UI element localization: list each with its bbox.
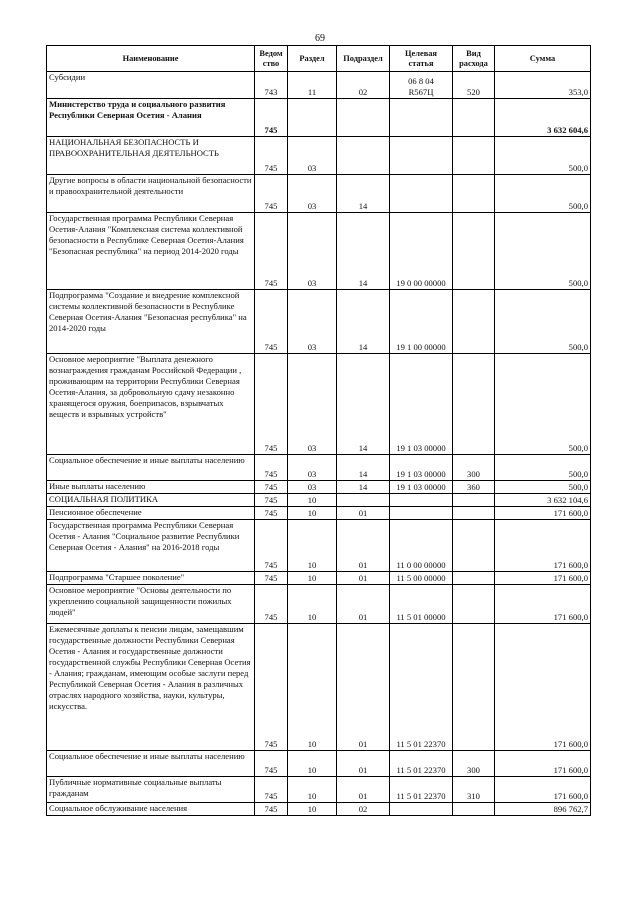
row-section: 10 — [288, 520, 337, 572]
row-section: 10 — [288, 624, 337, 751]
table-row — [47, 507, 591, 520]
row-amount: 171 600,0 — [495, 585, 591, 624]
row-amount: 500,0 — [495, 481, 591, 494]
row-name: НАЦИОНАЛЬНАЯ БЕЗОПАСНОСТЬ И ПРАВООХРАНИТЕЛЬНАЯ ДЕЯТЕЛЬНОСТЬ — [47, 137, 255, 175]
row-dept: 745 — [255, 520, 288, 572]
table-row — [47, 137, 591, 175]
row-target: 19 0 00 00000 — [390, 213, 453, 290]
row-subsection: 01 — [337, 585, 390, 624]
row-name: Министерство труда и социального развития Республики Северная Осетия - Алания — [47, 99, 255, 137]
header-target: Целевая статья — [390, 46, 453, 72]
row-target — [390, 99, 453, 137]
row-target — [390, 137, 453, 175]
row-amount: 500,0 — [495, 175, 591, 213]
row-target: 11 5 01 22370 — [390, 624, 453, 751]
row-expense-type: 520 — [453, 72, 495, 99]
table-row — [47, 175, 591, 213]
row-target: 11 5 01 22370 — [390, 777, 453, 803]
row-section: 10 — [288, 585, 337, 624]
table-row — [47, 520, 591, 572]
row-name: Субсидии — [47, 72, 255, 99]
row-name: Социальное обеспечение и иные выплаты населению — [47, 751, 255, 777]
row-subsection: 14 — [337, 290, 390, 354]
row-amount: 500,0 — [495, 213, 591, 290]
row-dept: 745 — [255, 494, 288, 507]
row-dept: 745 — [255, 803, 288, 816]
table-row — [47, 290, 591, 354]
row-subsection: 14 — [337, 481, 390, 494]
row-amount: 500,0 — [495, 290, 591, 354]
row-name: СОЦИАЛЬНАЯ ПОЛИТИКА — [47, 494, 255, 507]
row-section: 03 — [288, 481, 337, 494]
row-dept: 745 — [255, 290, 288, 354]
row-dept: 745 — [255, 585, 288, 624]
row-subsection: 02 — [337, 803, 390, 816]
row-target: 19 1 03 00000 — [390, 354, 453, 455]
row-name: Социальное обеспечение и иные выплаты населению — [47, 455, 255, 481]
row-section: 03 — [288, 354, 337, 455]
row-name: Государственная программа Республики Северная Осетия-Алания "Комплексная система коллективной безопасности в Республике Северная Осетия-Алания "Безопасная республика" на период 2014-2020 годы — [47, 213, 255, 290]
row-target: 11 5 00 00000 — [390, 572, 453, 585]
row-dept: 745 — [255, 777, 288, 803]
row-target-bottom: R567Ц — [408, 87, 434, 97]
row-subsection: 14 — [337, 213, 390, 290]
row-name: Иные выплаты населению — [47, 481, 255, 494]
row-subsection: 14 — [337, 455, 390, 481]
row-name: Государственная программа Республики Северная Осетия - Алания "Социальное развитие Республики Северная Осетия - Алания" на 2016-2018 годы — [47, 520, 255, 572]
row-amount: 171 600,0 — [495, 624, 591, 751]
row-dept: 745 — [255, 572, 288, 585]
row-name: Другие вопросы в области национальной безопасности и правоохранительной деятельности — [47, 175, 255, 213]
row-section: 10 — [288, 777, 337, 803]
row-dept: 745 — [255, 213, 288, 290]
row-dept: 745 — [255, 137, 288, 175]
header-amount: Сумма — [495, 46, 591, 72]
row-expense-type — [453, 507, 495, 520]
row-name: Основное мероприятие "Выплата денежного вознаграждения гражданам Российской Федерации , проживающим на территории Республики Северная Осетия-Алания, за добровольную сдачу незаконно хранящегося оружия, боеприпасов, взрывчатых веществ и взрывных устройств" — [47, 354, 255, 455]
row-subsection: 14 — [337, 354, 390, 455]
row-name: Подпрограмма "Старшее поколение" — [47, 572, 255, 585]
row-target: 11 5 01 00000 — [390, 585, 453, 624]
row-expense-type — [453, 137, 495, 175]
row-expense-type — [453, 354, 495, 455]
row-subsection: 01 — [337, 751, 390, 777]
row-expense-type: 310 — [453, 777, 495, 803]
row-expense-type — [453, 99, 495, 137]
header-row — [47, 46, 591, 72]
row-name: Основное мероприятие "Основы деятельности по укреплению социальной защищенности пожилых людей" — [47, 585, 255, 624]
header-expense-type: Вид расхода — [453, 46, 495, 72]
header-subsection: Подраздел — [337, 46, 390, 72]
row-section: 10 — [288, 572, 337, 585]
row-subsection: 01 — [337, 777, 390, 803]
row-dept: 745 — [255, 175, 288, 213]
table-row — [47, 455, 591, 481]
row-dept: 743 — [255, 72, 288, 99]
row-target: 19 1 00 00000 — [390, 290, 453, 354]
row-target — [390, 803, 453, 816]
row-section — [288, 99, 337, 137]
budget-table — [46, 45, 591, 816]
page-number: 69 — [315, 33, 325, 44]
row-subsection — [337, 99, 390, 137]
row-section: 03 — [288, 290, 337, 354]
row-section: 03 — [288, 455, 337, 481]
row-amount: 3 632 604,6 — [495, 99, 591, 137]
row-expense-type: 360 — [453, 481, 495, 494]
row-dept: 745 — [255, 481, 288, 494]
row-dept: 745 — [255, 354, 288, 455]
row-expense-type — [453, 585, 495, 624]
row-section: 03 — [288, 137, 337, 175]
row-subsection: 01 — [337, 624, 390, 751]
row-dept: 745 — [255, 455, 288, 481]
row-name: Ежемесячные доплаты к пенсии лицам, замещавшим государственные должности Республики Северная Осетия - Алания и государственные должности государственной службы Республики Северная Осетия - Алания; гражданам, имеющим особые заслуги перед Республикой Северная Осетия - Алания в различных отраслях народного хозяйства, науки, культуры, искусства. — [47, 624, 255, 751]
row-dept: 745 — [255, 751, 288, 777]
header-section: Раздел — [288, 46, 337, 72]
row-expense-type — [453, 624, 495, 751]
row-amount: 171 600,0 — [495, 777, 591, 803]
row-amount: 500,0 — [495, 137, 591, 175]
table-row — [47, 494, 591, 507]
row-amount: 171 600,0 — [495, 507, 591, 520]
row-target: 11 0 00 00000 — [390, 520, 453, 572]
row-name: Подпрограмма "Создание и внедрение комплексной системы коллективной безопасности в Республике Северная Осетия-Алания "Безопасная республика" на 2014-2020 годы — [47, 290, 255, 354]
table-row — [47, 213, 591, 290]
row-amount: 171 600,0 — [495, 520, 591, 572]
table-row — [47, 99, 591, 137]
row-target: 19 1 03 00000 — [390, 481, 453, 494]
row-amount: 3 632 104,6 — [495, 494, 591, 507]
row-subsection — [337, 494, 390, 507]
row-expense-type: 300 — [453, 751, 495, 777]
row-subsection: 14 — [337, 175, 390, 213]
row-dept: 745 — [255, 99, 288, 137]
row-section: 03 — [288, 175, 337, 213]
row-expense-type — [453, 803, 495, 816]
row-expense-type — [453, 290, 495, 354]
row-section: 10 — [288, 507, 337, 520]
table-row — [47, 481, 591, 494]
header-dept: Ведом ство — [255, 46, 288, 72]
table-row — [47, 72, 591, 99]
table-row — [47, 585, 591, 624]
row-expense-type — [453, 213, 495, 290]
row-dept: 745 — [255, 507, 288, 520]
row-target: 11 5 01 22370 — [390, 751, 453, 777]
row-section: 03 — [288, 213, 337, 290]
row-amount: 500,0 — [495, 354, 591, 455]
row-expense-type: 300 — [453, 455, 495, 481]
row-target — [390, 507, 453, 520]
row-name: Публичные нормативные социальные выплаты гражданам — [47, 777, 255, 803]
row-expense-type — [453, 494, 495, 507]
row-section: 11 — [288, 72, 337, 99]
row-subsection: 01 — [337, 520, 390, 572]
row-amount: 171 600,0 — [495, 572, 591, 585]
row-target — [390, 72, 453, 99]
table-row — [47, 572, 591, 585]
row-target — [390, 175, 453, 213]
row-section: 10 — [288, 494, 337, 507]
row-amount: 896 762,7 — [495, 803, 591, 816]
row-amount: 171 600,0 — [495, 751, 591, 777]
table-row — [47, 803, 591, 816]
row-target — [390, 494, 453, 507]
row-subsection: 01 — [337, 572, 390, 585]
row-dept: 745 — [255, 624, 288, 751]
table-row — [47, 354, 591, 455]
table-row — [47, 751, 591, 777]
table-row — [47, 777, 591, 803]
row-section: 10 — [288, 751, 337, 777]
row-amount: 353,0 — [495, 72, 591, 99]
row-subsection: 01 — [337, 507, 390, 520]
row-expense-type — [453, 572, 495, 585]
row-expense-type — [453, 175, 495, 213]
row-expense-type — [453, 520, 495, 572]
row-target: 19 1 03 00000 — [390, 455, 453, 481]
row-subsection: 02 — [337, 72, 390, 99]
row-name: Социальное обслуживание населения — [47, 803, 255, 816]
row-target-top: 06 8 04 — [408, 76, 434, 86]
row-subsection — [337, 137, 390, 175]
row-name: Пенсионное обеспечение — [47, 507, 255, 520]
row-section: 10 — [288, 803, 337, 816]
table-row — [47, 624, 591, 751]
header-name: Наименование — [47, 46, 255, 72]
row-amount: 500,0 — [495, 455, 591, 481]
